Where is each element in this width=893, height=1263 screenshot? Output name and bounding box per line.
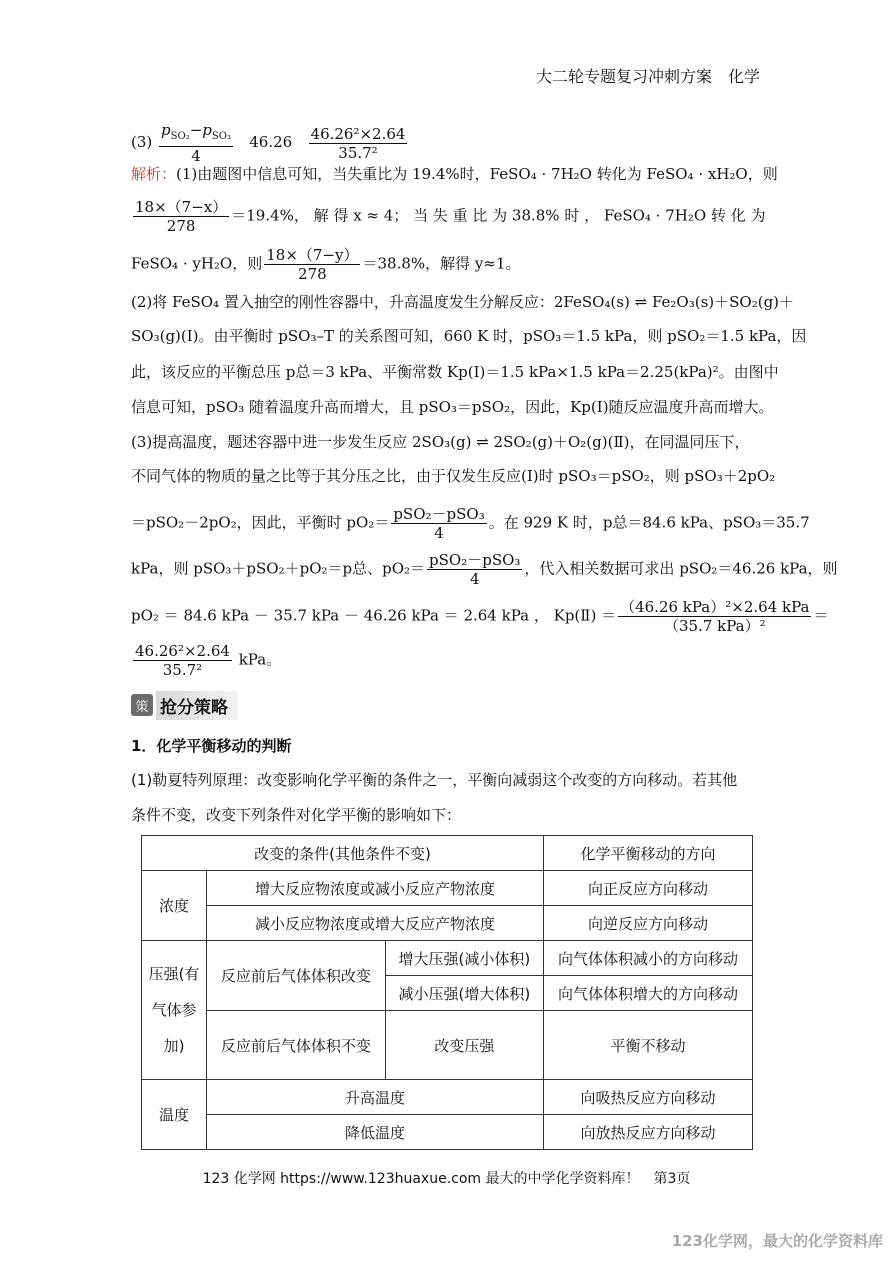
table-cell: 平衡不移动 [544, 1011, 753, 1080]
watermark: 123化学网，最大的化学资料库 [671, 1232, 883, 1250]
table-cell: 向气体体积增大的方向移动 [544, 976, 753, 1011]
table-cell: 压强(有气体参加) [142, 941, 207, 1080]
answer-label: (3) [131, 133, 153, 151]
answer-fraction-1: $\frac{p_{SO_2}-p_{SO_3}}{4}$ [161, 121, 231, 165]
analysis-p1c: FeSO₄ · yH₂O，则 $\frac{18\times(7-y)}{278}$ ＝38.8%，解得 y≈1。 [131, 246, 521, 283]
page-footer: 123 化学网 https://www.123huaxue.com 最大的中学化学资料库！ 第3页 [202, 1171, 691, 1187]
analysis-p3f: $\frac{\text{46.26²×2.64}}{\text{35.7²}}$ kPa。 [135, 642, 282, 679]
answer-fraction-2: $\frac{\text{46.26²×2.64}}{\text{35.7²}}$ [310, 124, 406, 162]
table-cell: 减小压强(增大体积) [385, 976, 543, 1011]
table-cell: 减小反应物浓度或增大反应产物浓度 [207, 906, 544, 941]
table-row [142, 906, 753, 941]
analysis-p2a: (2)将 FeSO₄ 置入抽空的刚性容器中，升高温度发生分解反应：2FeSO₄(s) ⇌ Fe₂O₃(s)＋SO₂(g)＋ [131, 293, 795, 311]
table-cell: 升高温度 [207, 1080, 544, 1115]
analysis-p3e: pO₂ ＝ 84.6 kPa － 35.7 kPa － 46.26 kPa ＝ 2.64 kPa ， Kp(Ⅱ) ＝ $\frac{\text{（46.26 kPa）²×2.64 kPa}}{\text{（35.7 kPa）²}}$ ＝ [131, 598, 829, 635]
analysis-p3a: (3)提高温度，题述容器中进一步发生反应 2SO₃(g) ⇌ 2SO₂(g)＋O₂(g)(Ⅱ)，在同温同压下， [131, 433, 750, 451]
table-row [142, 871, 753, 906]
table-row [142, 1011, 753, 1080]
analysis-label: 解析： [131, 165, 177, 183]
analysis-p2c: 此，该反应的平衡总压 p总＝3 kPa、平衡常数 Kp(Ⅰ)＝1.5 kPa×1.5 kPa＝2.25(kPa)²。由图中 [131, 363, 779, 381]
table-header-cell: 改变的条件(其他条件不变) [142, 836, 544, 871]
table-cell: 浓度 [142, 871, 207, 941]
analysis-p2d: 信息可知，pSO₃ 随着温度升高而增大，且 pSO₃＝pSO₂，因此，Kp(Ⅰ)随反应温度升高而增大。 [131, 398, 774, 416]
table-cell: 增大压强(减小体积) [385, 941, 543, 976]
table-row [142, 1080, 753, 1115]
table-cell: 降低温度 [207, 1115, 544, 1150]
header-title: 大二轮专题复习冲刺方案 化学 [535, 67, 760, 86]
analysis-p3d: kPa，则 pSO₃＋pSO₂＋pO₂＝p总、pO₂＝ $\frac{\text{pSO₂－pSO₃}}{4}$ ，代入相关数据可求出 pSO₂＝46.26 kPa，则 [131, 551, 838, 588]
analysis-p3c: ＝pSO₂－2pO₂，因此，平衡时 pO₂＝ $\frac{\text{pSO₂－pSO₃}}{4}$ 。在 929 K 时，p总＝84.6 kPa、pSO₃＝35.7 [131, 505, 810, 542]
analysis-p2b: SO₃(g)(Ⅰ)。由平衡时 pSO₃–T 的关系图可知，660 K 时，pSO₃＝1.5 kPa，则 pSO₂＝1.5 kPa，因 [131, 327, 807, 345]
table-cell: 温度 [142, 1080, 207, 1150]
section-title: 抢分策略 [156, 691, 238, 720]
analysis-p3b: 不同气体的物质的量之比等于其分压之比，由于仅发生反应(Ⅰ)时 pSO₃＝pSO₂，则 pSO₃＋2pO₂ [131, 467, 776, 485]
table-cell: 向逆反应方向移动 [544, 906, 753, 941]
strategy-line-2: 条件不变，改变下列条件对化学平衡的影响如下： [131, 806, 462, 824]
table-cell: 向正反应方向移动 [544, 871, 753, 906]
section-heading [131, 690, 238, 720]
table-cell: 反应前后气体体积不变 [207, 1011, 386, 1080]
equilibrium-table [141, 835, 753, 1150]
table-header-cell: 化学平衡移动的方向 [544, 836, 753, 871]
strategy-line-1: (1)勒夏特列原理：改变影响化学平衡的条件之一，平衡向减弱这个改变的方向移动。若其他 [131, 771, 738, 789]
answer-3 [131, 121, 409, 165]
analysis-p1b: $\frac{18\times(7-x)}{278}$ ＝19.4%， 解 得 x ≈ 4； 当 失 重 比 为 38.8% 时 ， FeSO₄ · 7H₂O 转 化 为 [135, 198, 766, 235]
table-cell: 向吸热反应方向移动 [544, 1080, 753, 1115]
table-cell: 改变压强 [385, 1011, 543, 1080]
answer-value: 46.26 [249, 133, 293, 151]
analysis-p1a: 解析：(1)由题图中信息可知，当失重比为 19.4%时，FeSO₄ · 7H₂O 转化为 FeSO₄ · xH₂O，则 [131, 165, 778, 183]
table-cell: 向气体体积减小的方向移动 [544, 941, 753, 976]
table-row [142, 836, 753, 871]
table-cell: 反应前后气体体积改变 [207, 941, 386, 1011]
strategy-heading: 1．化学平衡移动的判断 [131, 737, 292, 755]
table-row [142, 1115, 753, 1150]
strategy-icon: 策 [131, 694, 153, 716]
table-cell: 向放热反应方向移动 [544, 1115, 753, 1150]
table-cell: 增大反应物浓度或减小反应产物浓度 [207, 871, 544, 906]
table-row [142, 941, 753, 976]
